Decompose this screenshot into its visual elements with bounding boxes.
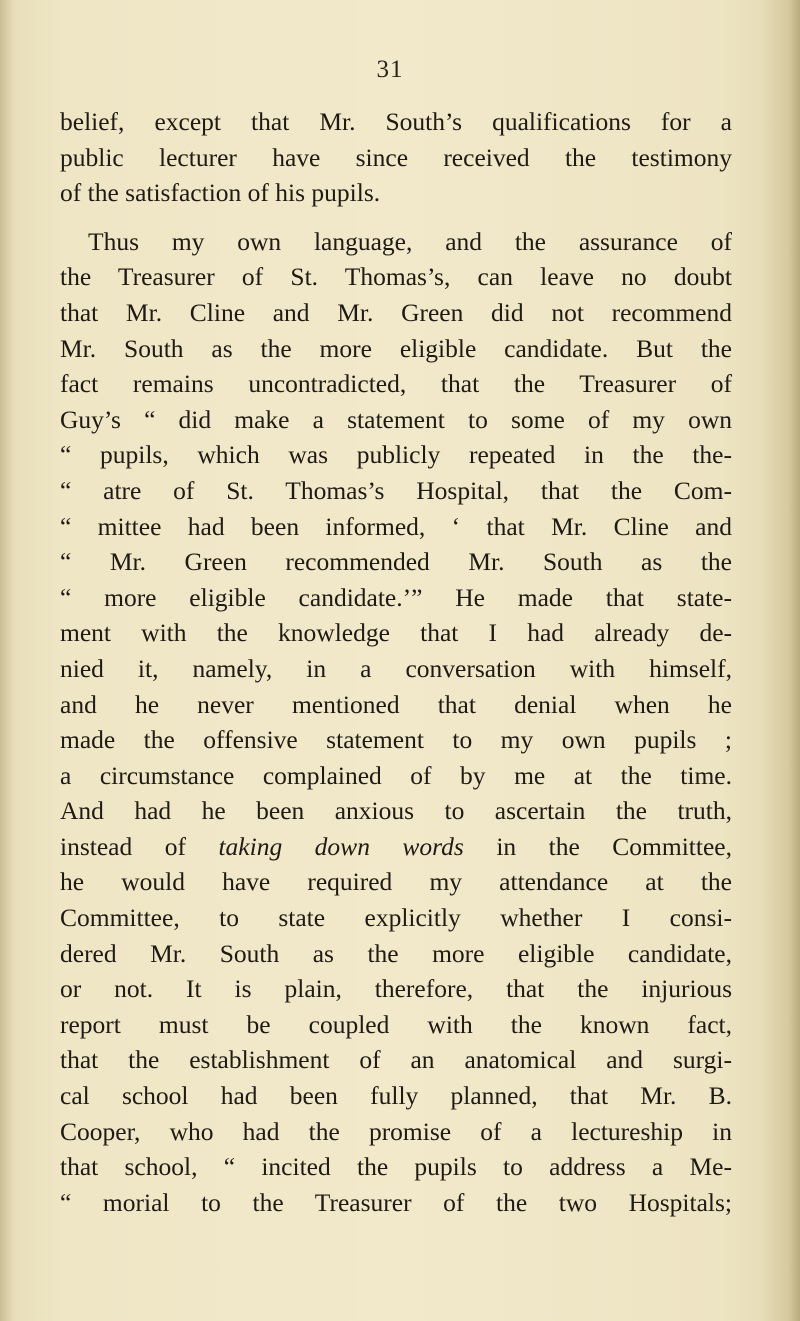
text-line: or not. It is plain, therefore, that the injurious bbox=[60, 974, 732, 1004]
text-line: dered Mr. South as the more eligible candidate, bbox=[60, 938, 732, 968]
text-line: the Treasurer of St. Thomas’s, can leave no doubt bbox=[60, 262, 732, 292]
page-number: 31 bbox=[376, 56, 404, 83]
text-line: a circumstance complained of by me at the time. bbox=[60, 760, 732, 790]
text-line: belief, except that Mr. South’s qualifications for a bbox=[60, 107, 732, 136]
text-line: “ pupils, which was publicly repeated in the the- bbox=[60, 440, 732, 470]
text-line: Cooper, who had the promise of a lectureship in bbox=[60, 1116, 732, 1146]
binding-edge bbox=[0, 0, 14, 1321]
paragraph-gap bbox=[60, 211, 732, 224]
text-line: Mr. South as the more eligible candidate. But the bbox=[60, 333, 732, 363]
text-line: of the satisfaction of his pupils. bbox=[60, 178, 381, 208]
paragraph bbox=[60, 104, 732, 211]
text-line: Guy’s “ did make a statement to some of my own bbox=[60, 404, 732, 434]
page-edge-shadow bbox=[760, 0, 800, 1321]
text-line: public lecturer have since received the testimony bbox=[60, 142, 732, 172]
text-line: ment with the knowledge that I had already de- bbox=[60, 618, 732, 648]
text-line: cal school had been fully planned, that Mr. B. bbox=[60, 1081, 732, 1111]
body-text bbox=[60, 104, 732, 1220]
text-line: that the establishment of an anatomical and surgi- bbox=[60, 1045, 732, 1075]
text-line: “ more eligible candidate.’” He made that state- bbox=[60, 582, 732, 612]
text-line: Thus my own language, and the assurance of bbox=[88, 226, 732, 256]
italic-phrase: taking down words bbox=[218, 831, 464, 861]
text-line: that Mr. Cline and Mr. Green did not recommend bbox=[60, 297, 732, 327]
paragraph bbox=[60, 224, 732, 1221]
text-line: nied it, namely, in a conversation with himself, bbox=[60, 653, 732, 683]
italic-phrase-line: instead of taking down words in the Committee, bbox=[60, 831, 732, 861]
text-line-with-italic bbox=[60, 829, 732, 865]
text-line: that school, “ incited the pupils to address a Me- bbox=[60, 1152, 732, 1182]
text-line: Committee, to state explicitly whether I consi- bbox=[60, 903, 732, 933]
text-line: “ atre of St. Thomas’s Hospital, that the Com- bbox=[60, 475, 732, 505]
text-line: and he never mentioned that denial when he bbox=[60, 689, 732, 719]
text-line: And had he been anxious to ascertain the truth, bbox=[60, 796, 732, 826]
text-line: “ morial to the Treasurer of the two Hospitals; bbox=[60, 1187, 732, 1217]
text-line: “ Mr. Green recommended Mr. South as the bbox=[60, 547, 732, 577]
text-line: fact remains uncontradicted, that the Treasurer of bbox=[60, 369, 732, 399]
text-line: report must be coupled with the known fact, bbox=[60, 1009, 732, 1039]
text-line: “ mittee had been informed, ‘ that Mr. Cline and bbox=[60, 511, 732, 541]
text-line: he would have required my attendance at the bbox=[60, 867, 732, 897]
text-line: made the offensive statement to my own pupils ; bbox=[60, 725, 732, 755]
